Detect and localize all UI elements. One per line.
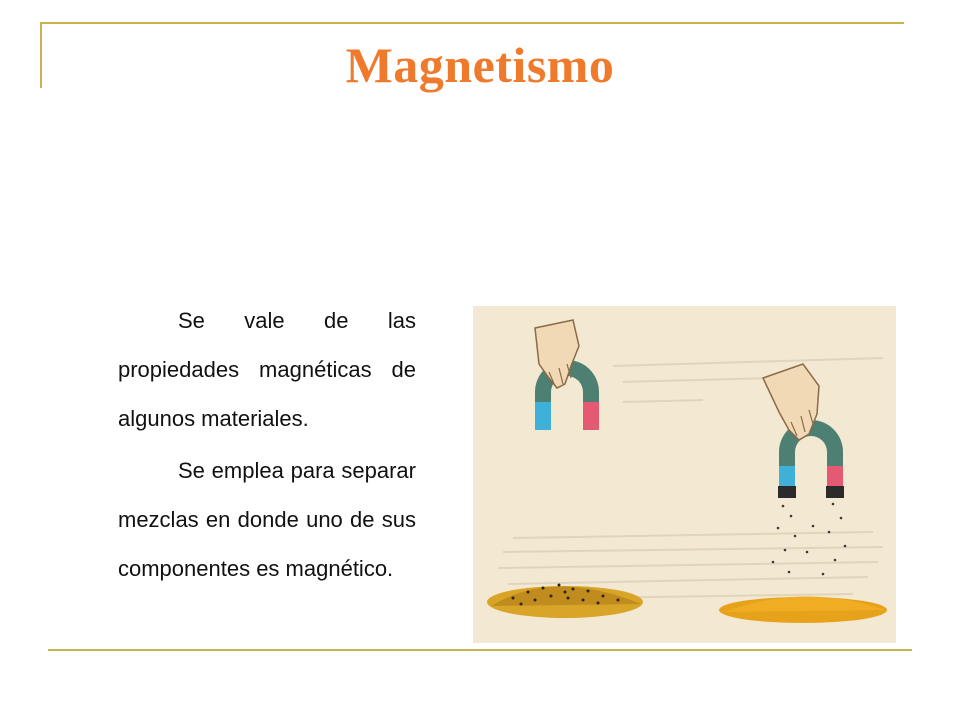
- frame-top-line: [40, 22, 904, 24]
- paragraph-1: Se vale de las propiedades magnéticas de algunos materiales.: [118, 308, 416, 431]
- frame-bottom-line: [48, 649, 912, 651]
- magnets-illustration: [473, 306, 896, 643]
- slide-title: Magnetismo: [345, 37, 615, 93]
- slide-body: [118, 296, 416, 596]
- paragraph-2: Se emplea para separar mezclas en donde uno de sus componentes es magnético.: [118, 458, 416, 581]
